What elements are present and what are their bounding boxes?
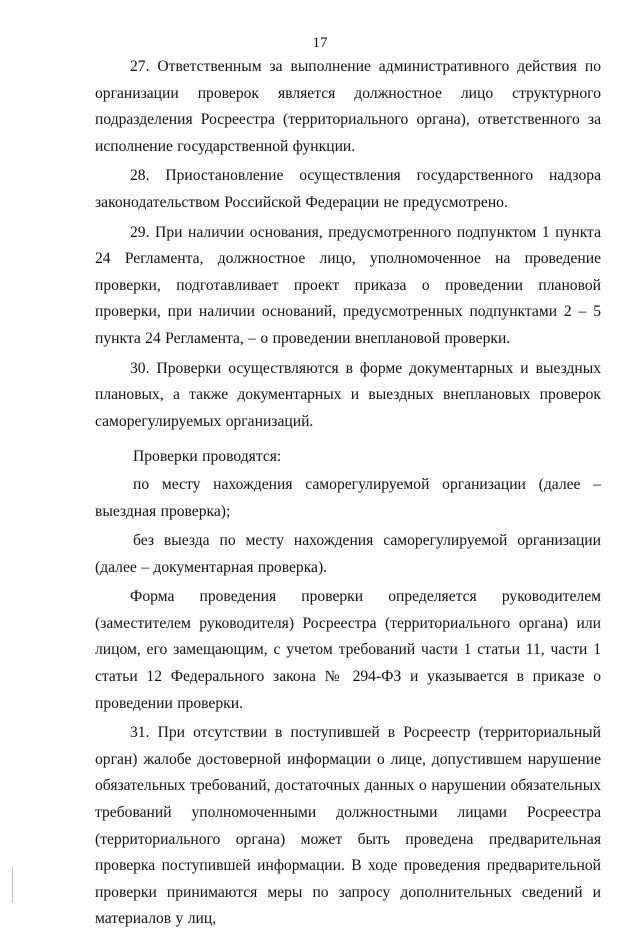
paragraph-30-check-form: Форма проведения проверки определяется руководителем (заместителем руководителя) Росреестра (территориального органа) или лицом, его замещающим, с учетом требований части 1 статьи 11, части 1 статьи 12 Федерального закона № 294-ФЗ и указывается в приказе о проведении проверки. xyxy=(95,588,601,712)
paragraph-30: 30. Проверки осуществляются в форме документарных и выездных плановых, а также документарных и выездных внеплановых проверок саморегулируемых организаций. xyxy=(95,359,601,430)
paragraph-31: 31. При отсутствии в поступившей в Росреестр (территориальный орган) жалобе достоверной информации о лице, допустившем нарушение обязательных требований, достаточных данных о нарушении обязательных требований уполномоченными должностными лицами Росреестра (территориального органа) может быть проведена предварительная проверка поступившей информации. В ходе проведения предварительной проверки принимаются меры по запросу дополнительных сведений и материалов у лиц, xyxy=(95,724,601,928)
scan-edge-mark xyxy=(12,867,13,903)
document-body xyxy=(95,54,601,936)
page-number: 17 xyxy=(312,35,328,51)
paragraph-29: 29. При наличии основания, предусмотренного подпунктом 1 пункта 24 Регламента, должностное лицо, уполномоченное на проведение проверки, подготавливает проект приказа о проведении плановой проверки, при наличии оснований, предусмотренных подпунктами 2 – 5 пункта 24 Регламента, – о проведении внеплановой проверки. xyxy=(95,223,601,347)
paragraph-27: 27. Ответственным за выполнение административного действия по организации проверок является должностное лицо структурного подразделения Росреестра (территориального органа), ответственного за исполнение государственной функции. xyxy=(95,58,601,155)
paragraph-30-checks-conducted: Проверки проводятся: xyxy=(133,448,282,466)
paragraph-30-onsite-check: по месту нахождения саморегулируемой организации (далее – выездная проверка); xyxy=(95,475,601,520)
paragraph-30-documentary-check: без выезда по месту нахождения саморегулируемой организации (далее – документарная проверка). xyxy=(95,532,601,576)
paragraph-28: 28. Приостановление осуществления государственного надзора законодательством Российской Федерации не предусмотрено. xyxy=(95,167,601,211)
